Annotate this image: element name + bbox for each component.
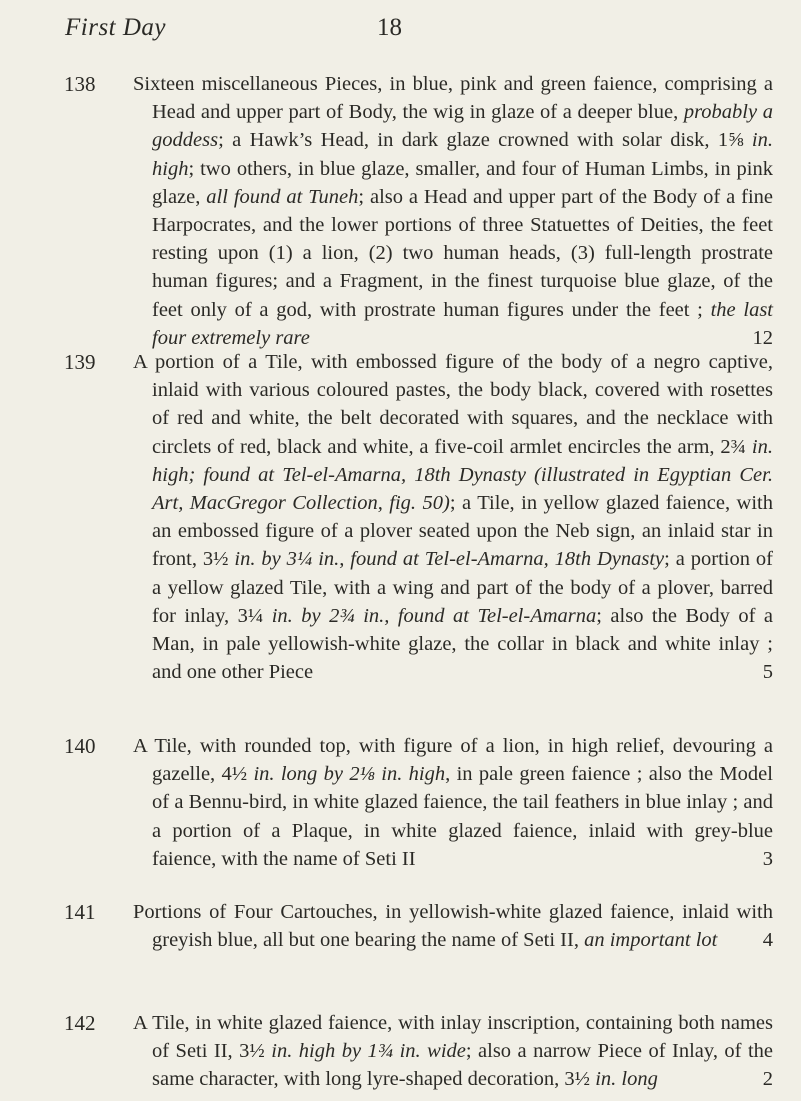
lot-quantity: 4 [762,929,773,952]
lot-number: 140 [64,734,96,758]
italic-run: probably a goddess [152,101,773,152]
lot-number: 141 [64,900,96,924]
lot-quantity: 5 [762,661,773,684]
lot-quantity: 2 [762,1068,773,1091]
lot-number: 138 [64,72,96,96]
italic-run: in. by 2¾ in., found at Tel-el-Amarna [271,604,597,627]
lot-quantity: 12 [752,326,773,349]
italic-run: in. long by 2⅛ in. high [253,763,446,786]
italic-run: in. by 3¼ in., found at Tel-el-Amarna, 18th Dynasty [234,548,665,571]
italic-run: in. high [152,129,773,180]
italic-run: in. high by 1¾ in. wide [271,1040,466,1063]
lot-number: 142 [64,1011,96,1035]
italic-run: an important lot [584,929,718,952]
lot-number: 139 [64,350,96,374]
lot-description: Sixteen miscellaneous Pieces, in blue, pink and green faience, comprising a Head and upper part of Body, the wig in glaze of a deeper blue, probably a goddess; a Hawk’s Head, in dark glaze crowned with solar disk, 1⅝ in. high; two others, in blue glaze, smaller, and four of Human Limbs, in pink glaze, all found at Tuneh; also a Head and upper part of the Body of a fine Harpocrates, and the lower portions of three Statuettes of Deities, the feet resting upon (1) a lion, (2) two human heads, (3) full-length prostrate human figures; and a Fragment, in the finest turquoise blue glaze, of the feet only of a god, with prostrate human figures under the feet ; the last four extremely rare 12 [133,70,773,352]
lot-quantity: 3 [762,847,773,870]
italic-run: the last four extremely rare [152,298,773,349]
running-header: First Day [65,14,167,41]
italic-run: in. high; found at Tel-el-Amarna, 18th Dynasty (illustrated in Egyptian Cer. Art, MacGregor Collection, fig. 50) [152,435,773,515]
lot-description: A Tile, with rounded top, with figure of a lion, in high relief, devouring a gazelle, 4½ in. long by 2⅛ in. high, in pale green faience ; also the Model of a Bennu-bird, in white glazed faience, the tail feathers in blue inlay ; and a portion of a Plaque, in white glazed faience, inlaid with grey-blue faience, with the name of Seti II 3 [133,732,773,873]
italic-run: all found at Tuneh [206,185,359,208]
page-number: 18 [377,14,402,41]
lot-description: A Tile, in white glazed faience, with inlay inscription, containing both names of Seti II, 3½ in. high by 1¾ in. wide; also a narrow Piece of Inlay, of the same character, with long lyre-shaped decoration, 3½ in. long 2 [133,1009,773,1094]
italic-run: in. long [595,1068,658,1091]
lot-description: Portions of Four Cartouches, in yellowish-white glazed faience, inlaid with greyish blue, all but one bearing the name of Seti II, an important lot 4 [133,898,773,954]
lot-description: A portion of a Tile, with embossed figure of the body of a negro captive, inlaid with various coloured pastes, the body black, covered with rosettes of red and white, the belt decorated with squares, and the necklace with circlets of red, black and white, a five-coil armlet encircles the arm, 2¾ in. high; found at Tel-el-Amarna, 18th Dynasty (illustrated in Egyptian Cer. Art, MacGregor Collection, fig. 50); a Tile, in yellow glazed faience, with an embossed figure of a plover seated upon the Neb sign, an inlaid star in front, 3½ in. by 3¼ in., found at Tel-el-Amarna, 18th Dynasty; a portion of a yellow glazed Tile, with a wing and part of the body of a plover, barred for inlay, 3¼ in. by 2¾ in., found at Tel-el-Amarna; also the Body of a Man, in pale yellowish-white glaze, the collar in black and white inlay ; and one other Piece 5 [133,348,773,686]
